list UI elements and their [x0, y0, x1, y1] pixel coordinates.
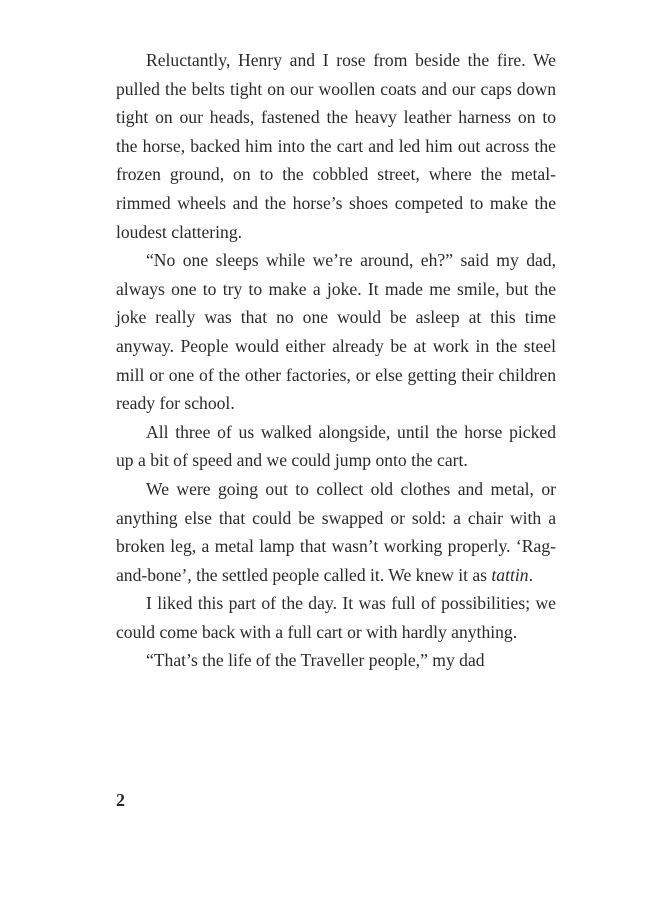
- paragraph: I liked this part of the day. It was full of possibilities; we could come back with a full cart or with hardly anything.: [116, 593, 556, 642]
- italic-term: tattin: [491, 564, 529, 585]
- paragraph: We were going out to collect old clothes and metal, or anything else that could be swapped or sold: a chair with a broken leg, a metal lamp that wasn’t working properly. ‘Rag-and-bone’, the settled people called it. We knew it as tattin.: [116, 478, 556, 585]
- paragraph: All three of us walked alongside, until the horse picked up a bit of speed and we could jump onto the cart.: [116, 421, 556, 471]
- paragraph: “No one sleeps while we’re around, eh?” said my dad, always one to try to make a joke. It made me smile, but the joke really was that no one would be asleep at this time anyway. People would either already be at work in the steel mill or one of the other factories, or else getting their children ready for school.: [116, 250, 556, 414]
- page-body: [116, 46, 556, 675]
- paragraph: Reluctantly, Henry and I rose from beside the fire. We pulled the belts tight on our woollen coats and our caps down tight on our heads, fastened the heavy leather harness on to the horse, backed him into the cart and led him out across the frozen ground, on to the cobbled street, where the metal-rimmed wheels and the horse’s shoes competed to make the loudest clattering.: [116, 50, 556, 242]
- page-number: 2: [116, 790, 125, 810]
- paragraph: “That’s the life of the Traveller people,” my dad: [146, 650, 485, 671]
